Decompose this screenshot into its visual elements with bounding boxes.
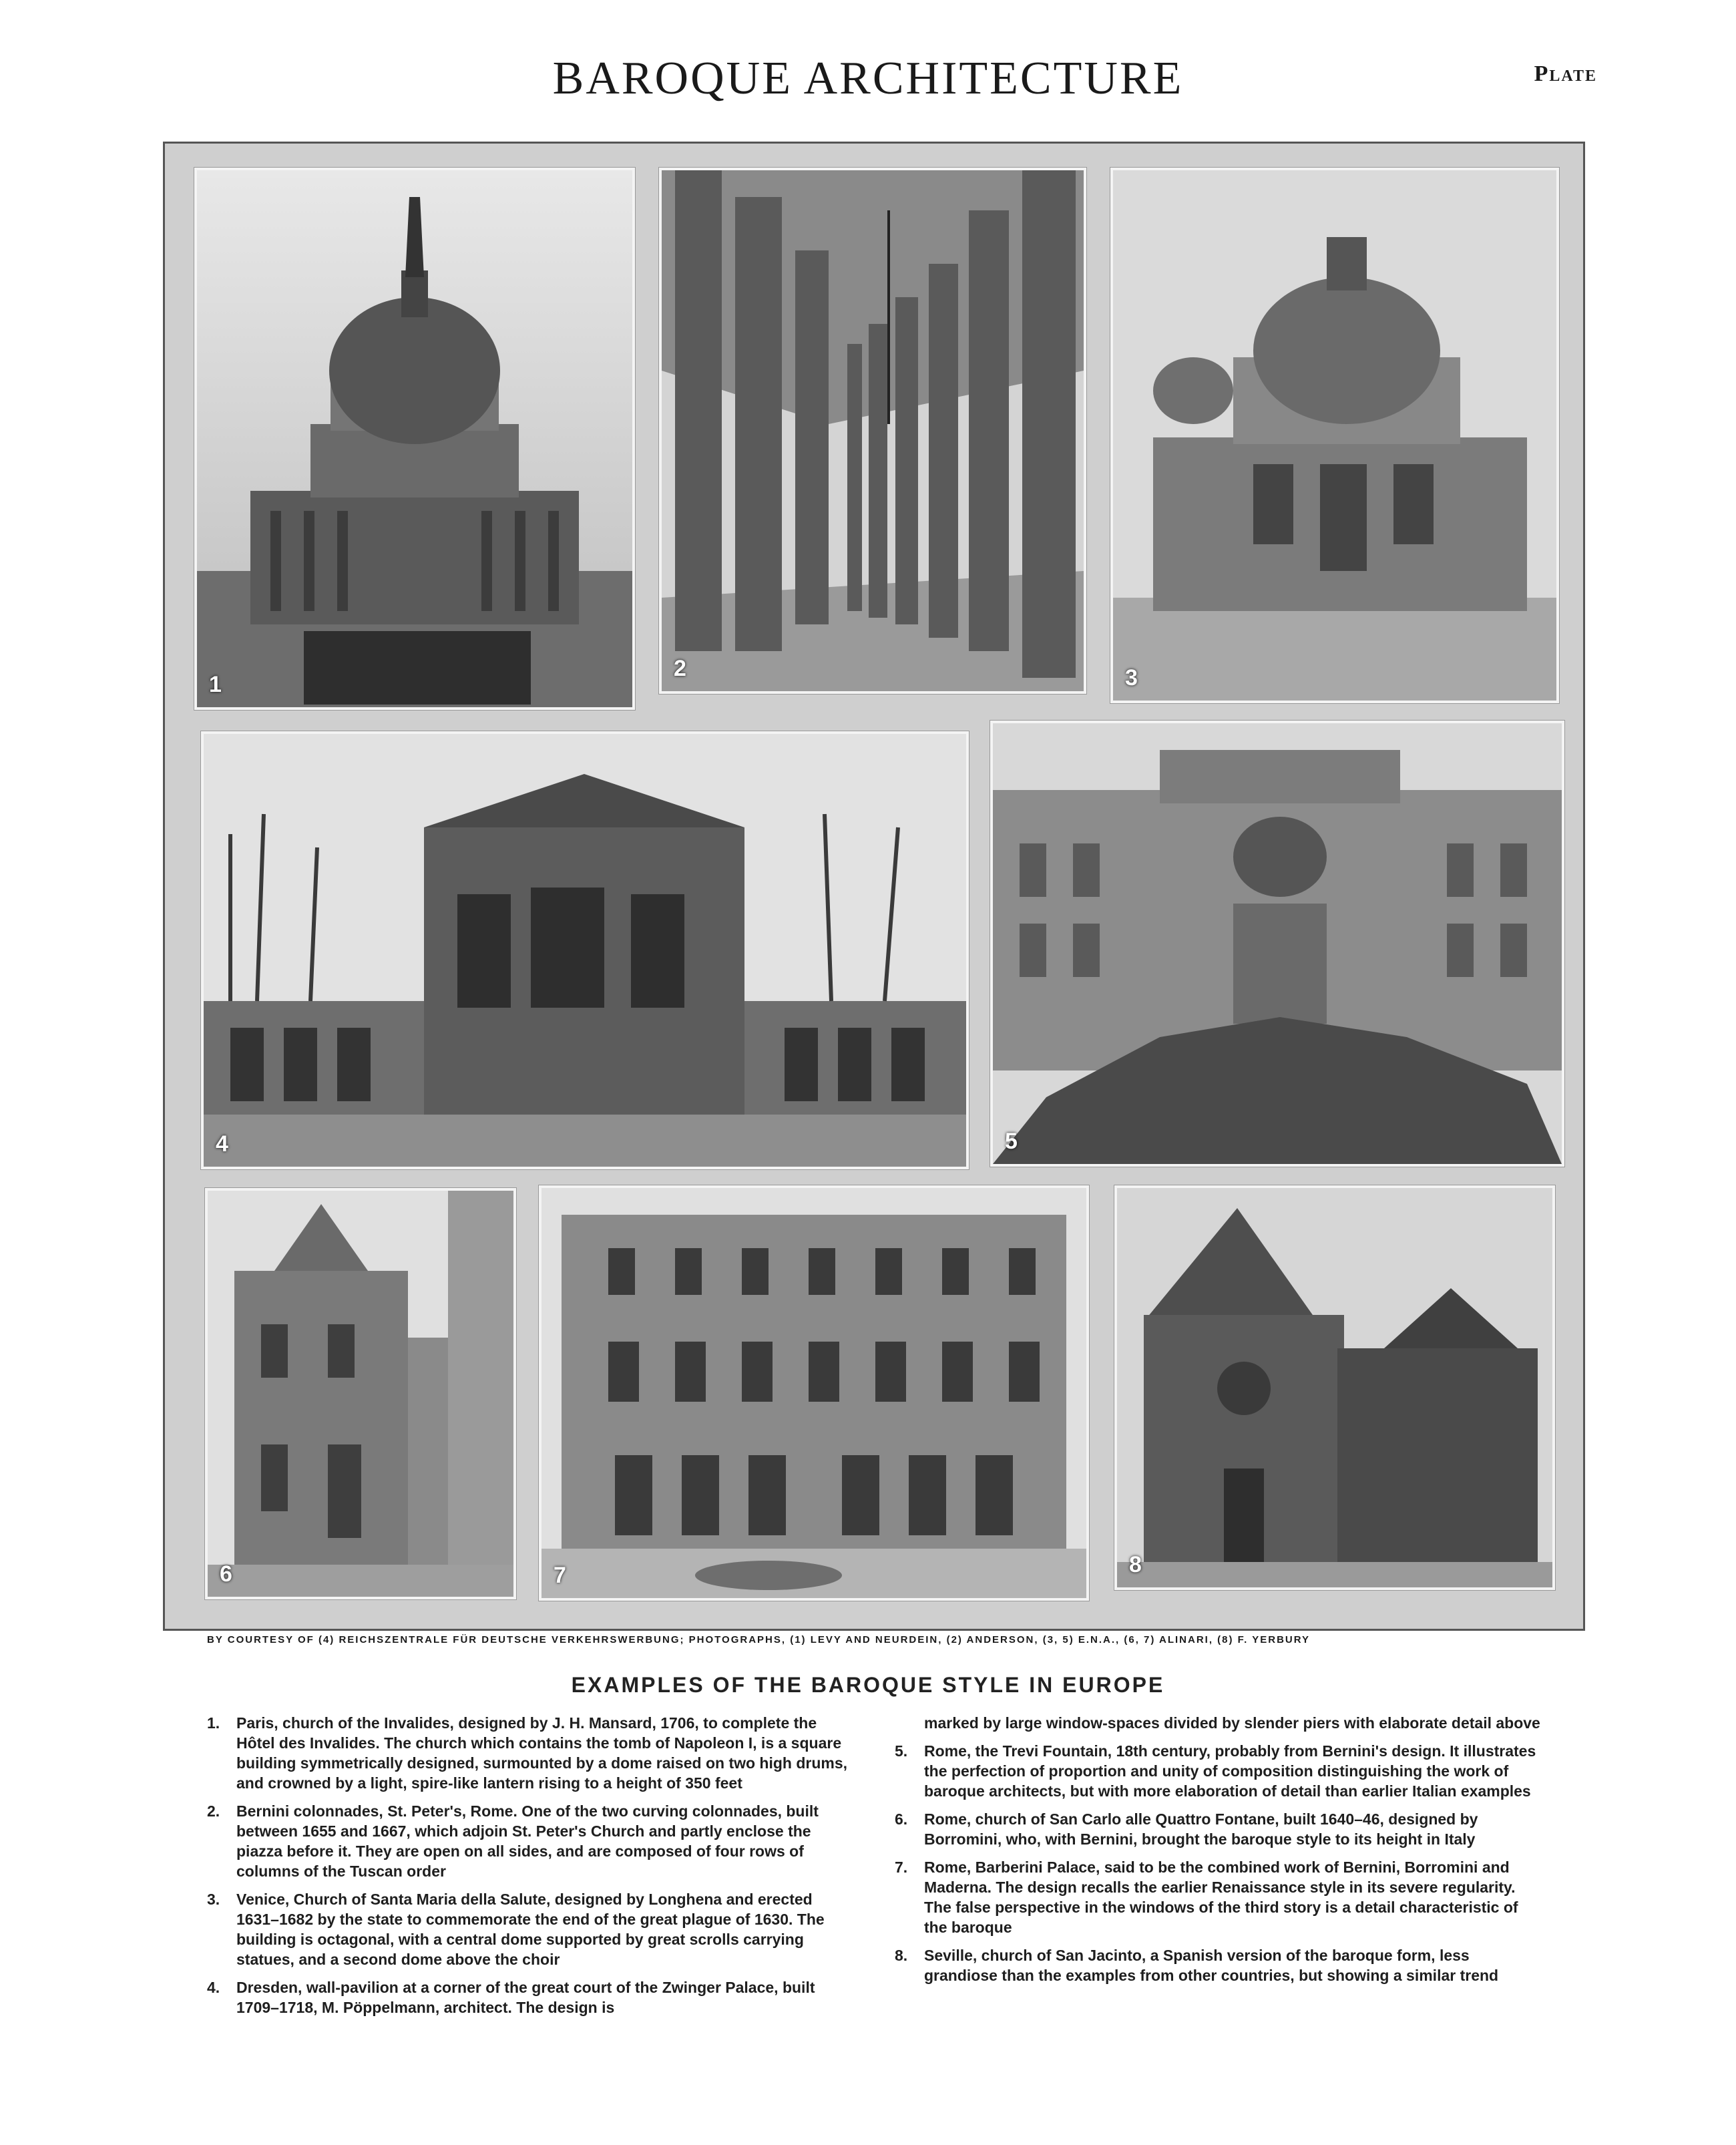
page-title: BAROQUE ARCHITECTURE xyxy=(552,53,1184,104)
caption-text: Venice, Church of Santa Maria della Salute, designed by Longhena and erected 1631–1682 by the state to commemorate the end of the great plague of 1630. The building is octagonal, with a central dome supported by great scrolls carrying statues, and a second dome above the choir xyxy=(236,1891,825,1968)
caption-continuation xyxy=(895,1713,1542,1733)
caption-item xyxy=(207,1889,855,1969)
caption-item xyxy=(895,1809,1542,1849)
caption-text: marked by large window-spaces divided by slender piers with elaborate detail above xyxy=(924,1714,1540,1732)
caption-number: 2. xyxy=(207,1802,220,1820)
spanish-church-photo xyxy=(1114,1185,1555,1590)
caption-text: Dresden, wall-pavilion at a corner of the great court of the Zwinger Palace, built 1709–1718, M. Pöppelmann, architect. The design is xyxy=(236,1979,815,2016)
photo-number: 6 xyxy=(220,1561,232,1587)
caption-text: Rome, church of San Carlo alle Quattro Fontane, built 1640–46, designed by Borromini, who, with Bernini, brought the baroque style to its height in Italy xyxy=(924,1810,1478,1848)
caption-column-left xyxy=(207,1713,855,2025)
photo-credits: BY COURTESY OF (4) REICHSZENTRALE FÜR DEUTSCHE VERKEHRSWERBUNG; PHOTOGRAPHS, (1) LEVY AND NEURDEIN, (2) ANDERSON, (3, 5) E.N.A., (6, 7) ALINARI, (8) F. YERBURY xyxy=(207,1634,1311,1645)
church-facade-photo xyxy=(205,1188,516,1599)
photo-number: 3 xyxy=(1125,665,1138,691)
caption-item xyxy=(895,1741,1542,1801)
caption-item xyxy=(895,1857,1542,1937)
photo-number: 7 xyxy=(554,1563,566,1588)
caption-item xyxy=(207,1801,855,1881)
caption-number: 6. xyxy=(895,1810,908,1828)
caption-item xyxy=(895,1945,1542,1985)
caption-number: 1. xyxy=(207,1714,220,1732)
colonnade-photo xyxy=(659,168,1086,694)
caption-text: Bernini colonnades, St. Peter's, Rome. One of the two curving colonnades, built between 1655 and 1667, which adjoin St. Peter's Church and partly enclose the piazza before it. They are open on all sides, and are composed of four rows of columns of the Tuscan order xyxy=(236,1802,819,1880)
photo-plate xyxy=(163,142,1585,1631)
caption-number: 4. xyxy=(207,1979,220,1996)
caption-item xyxy=(207,1713,855,1793)
plate-label: Plate xyxy=(1534,61,1597,86)
dome-church-photo xyxy=(194,168,635,710)
photo-number: 4 xyxy=(216,1131,228,1157)
caption-number: 7. xyxy=(895,1859,908,1876)
caption-text: Rome, the Trevi Fountain, 18th century, probably from Bernini's design. It illustrates the perfection of proportion and unity of composition distinguishing the work of baroque architects, but with more elaboration of detail than earlier Italian examples xyxy=(924,1742,1536,1800)
caption-text: Seville, church of San Jacinto, a Spanish version of the baroque form, less grandiose than the examples from other countries, but showing a similar trend xyxy=(924,1947,1499,1984)
caption-item xyxy=(207,1977,855,2017)
caption-column-right xyxy=(895,1713,1542,1993)
photo-number: 8 xyxy=(1129,1552,1142,1577)
photo-number: 2 xyxy=(674,656,686,681)
fountain-photo xyxy=(990,721,1564,1167)
photo-number: 1 xyxy=(209,672,222,697)
domed-basilica-photo xyxy=(1110,168,1559,703)
section-heading: EXAMPLES OF THE BAROQUE STYLE IN EUROPE xyxy=(571,1673,1165,1697)
caption-number: 8. xyxy=(895,1947,908,1964)
palace-photo xyxy=(539,1185,1089,1601)
caption-number: 3. xyxy=(207,1891,220,1908)
caption-text: Rome, Barberini Palace, said to be the combined work of Bernini, Borromini and Maderna. The design recalls the earlier Renaissance style in its severe regularity. The false perspective in the windows of the third story is a detail characteristic of the baroque xyxy=(924,1859,1518,1936)
pavilion-photo xyxy=(201,731,969,1169)
caption-text: Paris, church of the Invalides, designed by J. H. Mansard, 1706, to complete the Hôtel des Invalides. The church which contains the tomb of Napoleon I, is a square building symmetrically designed, surmounted by a dome raised on two high drums, and crowned by a light, spire-like lantern rising to a height of 350 feet xyxy=(236,1714,848,1792)
caption-number: 5. xyxy=(895,1742,908,1760)
photo-number: 5 xyxy=(1005,1129,1018,1154)
